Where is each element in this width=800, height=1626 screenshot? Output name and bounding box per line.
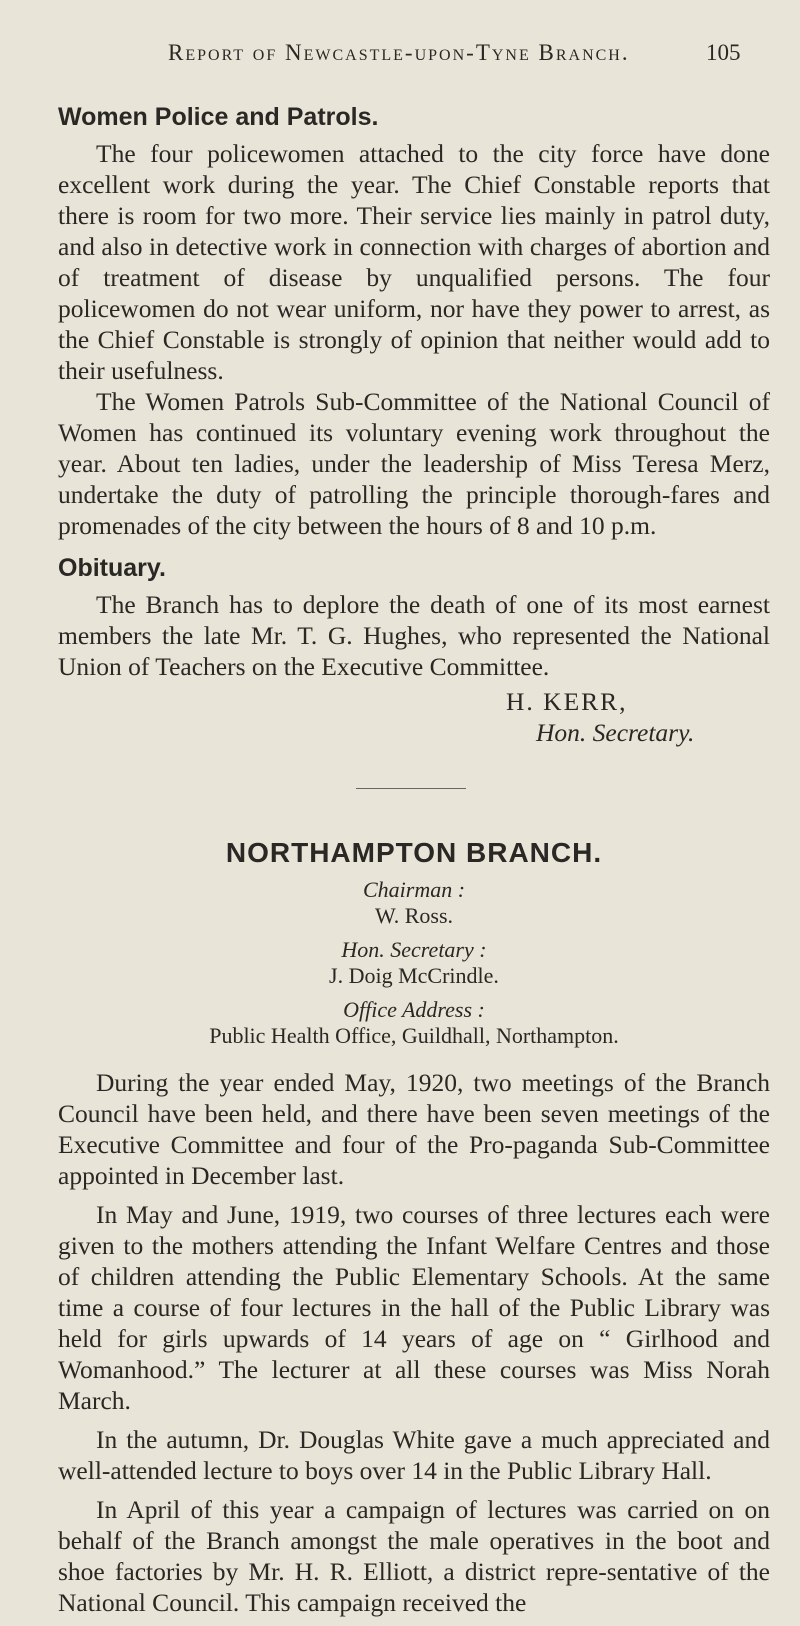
office-label: Office Address : (343, 997, 485, 1022)
paragraph: In May and June, 1919, two courses of three lectures each were given to the mothers attending the Infant Welfare Centres and those of children attending the Public Elementary Schools. At the same time a course of four lectures in the hall of the Public Library was held for girls upwards of 14 years of age on “ Girlhood and Womanhood.” The lecturer at all these courses was Miss Norah March. (58, 1200, 770, 1415)
section-heading-women-police: Women Police and Patrols. (58, 103, 379, 131)
signature-name: H. KERR, (506, 687, 628, 716)
chairman-label: Chairman : (362, 877, 466, 902)
section-heading-obituary: Obituary. (58, 554, 166, 582)
section-divider (356, 788, 466, 789)
paragraph: The Branch has to deplore the death of one of its most earnest members the late Mr. T. G. Hughes, who represented the National Union of Teachers on the Executive Committee. (58, 590, 770, 681)
paragraph: The Women Patrols Sub-Committee of the National Council of Women has continued its voluntary evening work throughout the year. About ten ladies, under the leadership of Miss Teresa Merz, undertake the duty of patrolling the principle thorough-fares and promenades of the city between the hours of 8 and 10 p.m. (58, 387, 770, 540)
paragraph: In the autumn, Dr. Douglas White gave a much appreciated and well-attended lecture to boys over 14 in the Public Library Hall. (58, 1425, 770, 1485)
office-address: Public Health Office, Guildhall, Northampton. (209, 1023, 619, 1048)
branch-report (58, 1067, 770, 1618)
branch-heading: NORTHAMPTON BRANCH. (225, 837, 603, 868)
secretary-name: J. Doig McCrindle. (329, 963, 499, 988)
page-content (58, 100, 770, 1626)
signature-title: Hon. Secretary. (536, 718, 695, 747)
page-number: 105 (706, 40, 741, 65)
secretary-label: Hon. Secretary : (341, 937, 487, 962)
chairman-name: W. Ross. (374, 903, 454, 928)
paragraph: During the year ended May, 1920, two meetings of the Branch Council have been held, and there have been seven meetings of the Executive Committee and four of the Pro-paganda Sub-Committee appointed in December last. (58, 1068, 770, 1190)
paragraph: In April of this year a campaign of lectures was carried on on behalf of the Branch amongst the male operatives in the boot and shoe factories by Mr. H. R. Elliott, a district repre-sentative of the National Council. This campaign received the (58, 1495, 770, 1617)
paragraph: The four policewomen attached to the city force have done excellent work during the year. The Chief Constable reports that there is room for two more. Their service lies mainly in patrol duty, and also in detective work in connection with charges of abortion and of treatment of disease by unqualified persons. The four policewomen do not wear uniform, nor have they power to arrest, as the Chief Constable is strongly of opinion that neither would add to their usefulness. (58, 139, 770, 385)
branch-officers (58, 877, 770, 1049)
running-head: Report of Newcastle-upon-Tyne Branch. (168, 40, 630, 65)
